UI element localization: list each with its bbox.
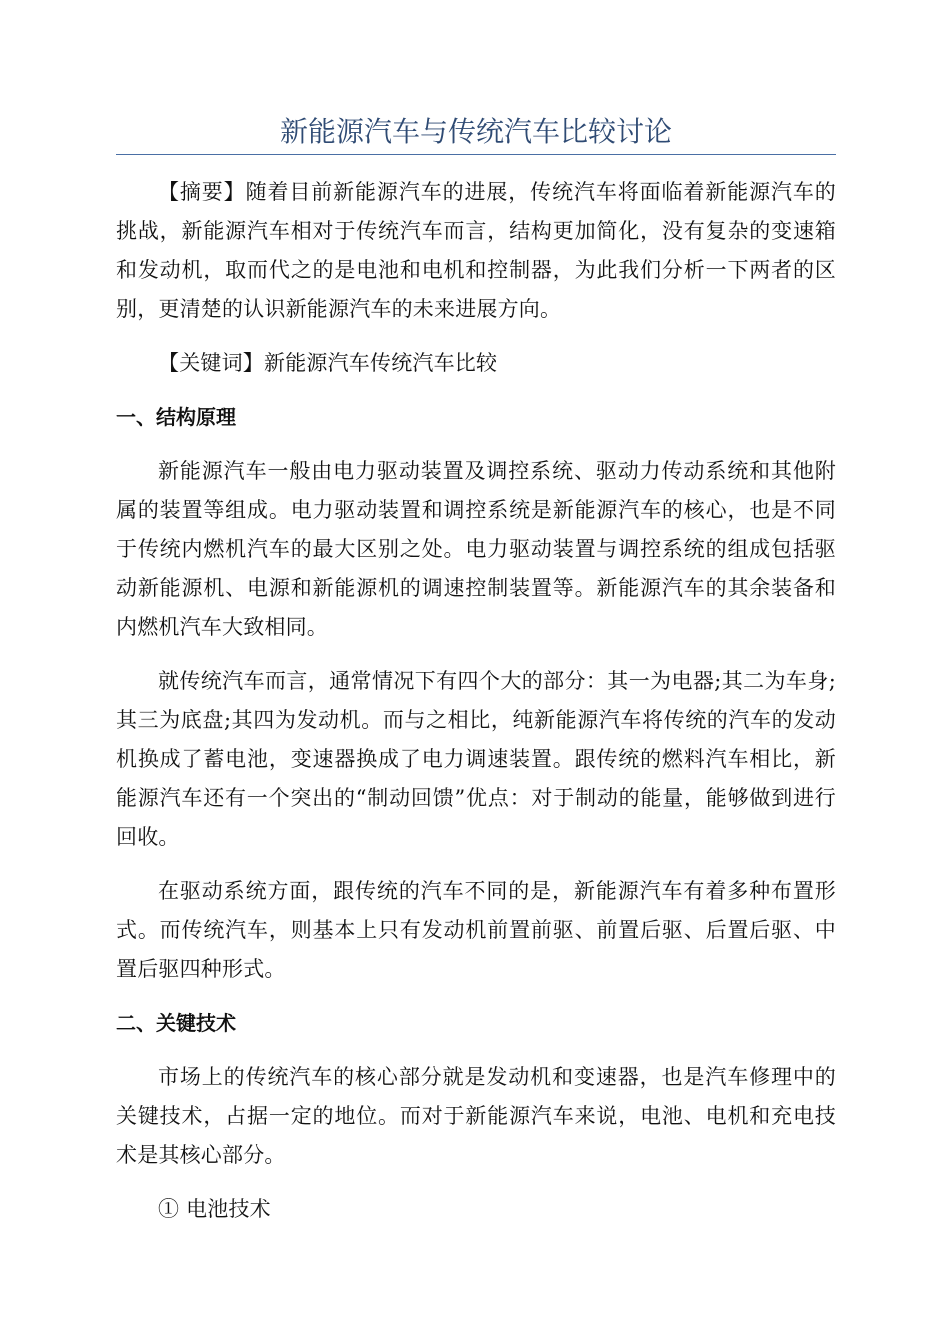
section2-paragraph-1: 市场上的传统汽车的核心部分就是发动机和变速器，也是汽车修理中的关键技术，占据一定的地位。而对于新能源汽车来说，电池、电机和充电技术是其核心部分。 xyxy=(116,1065,836,1167)
section1-paragraph-3: 在驱动系统方面，跟传统的汽车不同的是，新能源汽车有着多种布置形式。而传统汽车，则基本上只有发动机前置前驱、前置后驱、后置后驱、中置后驱四种形式。 xyxy=(116,879,836,981)
section1-paragraph-1: 新能源汽车一般由电力驱动装置及调控系统、驱动力传动系统和其他附属的装置等组成。电力驱动装置和调控系统是新能源汽车的核心，也是不同于传统内燃机汽车的最大区别之处。电力驱动装置与调控系统的组成包括驱动新能源机、电源和新能源机的调速控制装置等。新能源汽车的其余装备和内燃机汽车大致相同。 xyxy=(116,459,836,639)
section-heading-structure: 一、结构原理 xyxy=(116,405,236,429)
document-page xyxy=(116,110,836,1244)
document-title: 新能源汽车与传统汽车比较讨论 xyxy=(116,110,836,155)
keywords-paragraph: 【关键词】新能源汽车传统汽车比较 xyxy=(158,351,498,375)
abstract-paragraph: 【摘要】随着目前新能源汽车的进展，传统汽车将面临着新能源汽车的挑战，新能源汽车相对于传统汽车而言，结构更加简化，没有复杂的变速箱和发动机，取而代之的是电池和电机和控制器，为此我们分析一下两者的区别，更清楚的认识新能源汽车的未来进展方向。 xyxy=(116,180,836,321)
section-heading-key-tech: 二、关键技术 xyxy=(116,1011,236,1035)
section1-paragraph-2: 就传统汽车而言，通常情况下有四个大的部分：其一为电器;其二为车身;其三为底盘;其四为发动机。而与之相比，纯新能源汽车将传统的汽车的发动机换成了蓄电池，变速器换成了电力调速装置。跟传统的燃料汽车相比，新能源汽车还有一个突出的“制动回馈”优点：对于制动的能量，能够做到进行回收。 xyxy=(116,669,836,849)
section2-list-item-battery: ① 电池技术 xyxy=(158,1197,271,1221)
